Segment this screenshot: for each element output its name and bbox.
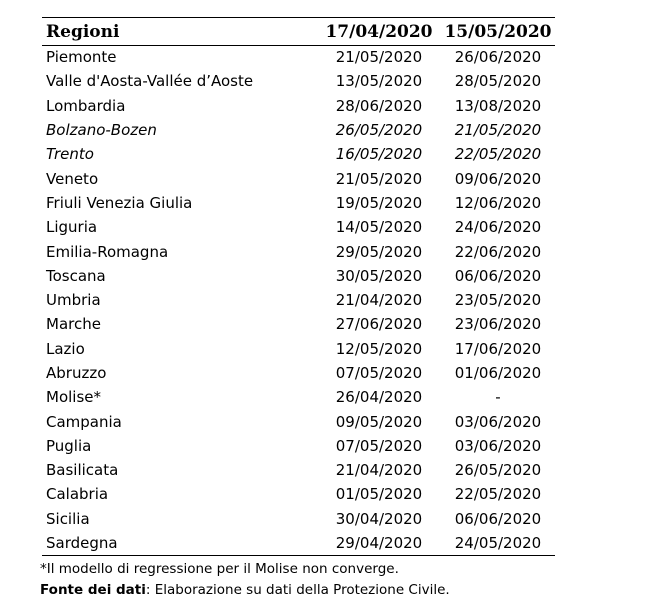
date-2-cell: 21/05/2020: [454, 121, 542, 140]
source-label: Fonte dei dati: [40, 582, 146, 598]
region-cell: Basilicata: [46, 461, 119, 480]
region-cell: Marche: [46, 315, 101, 334]
region-cell: Molise*: [46, 388, 101, 407]
date-2-cell: 26/06/2020: [454, 48, 542, 67]
table-row: [42, 483, 555, 507]
date-2-cell: 03/06/2020: [454, 436, 542, 455]
region-cell: Toscana: [46, 266, 106, 285]
date-1-cell: 21/04/2020: [335, 461, 423, 480]
region-cell: Lombardia: [46, 96, 126, 115]
date-1-cell: 19/05/2020: [335, 193, 423, 212]
table-row: [42, 531, 555, 555]
region-cell: Abruzzo: [46, 364, 107, 382]
region-cell: Valle d'Aosta-Vallée d’Aoste: [46, 72, 254, 91]
region-cell: Veneto: [46, 169, 99, 188]
region-cell: Liguria: [46, 218, 98, 237]
table-row: [42, 337, 555, 361]
table-row: [42, 46, 555, 70]
date-2-cell: 06/06/2020: [454, 266, 542, 285]
region-cell: Friuli Venezia Giulia: [46, 193, 193, 212]
region-cell: Campania: [46, 412, 122, 431]
date-1-cell: 13/05/2020: [335, 72, 423, 91]
region-cell: Umbria: [46, 291, 101, 310]
date-2-cell: 22/05/2020: [454, 145, 542, 164]
date-1-cell: 30/04/2020: [335, 509, 423, 528]
date-2-cell: 12/06/2020: [454, 193, 542, 212]
table-row: [42, 410, 555, 434]
table-row: [42, 118, 555, 142]
date-2-cell: 01/06/2020: [454, 364, 542, 382]
date-1-cell: 16/05/2020: [335, 145, 423, 164]
table-row: [42, 288, 555, 312]
date-2-cell: 22/05/2020: [454, 485, 542, 504]
date-1-cell: 27/06/2020: [335, 315, 423, 334]
date-2-cell: 03/06/2020: [454, 412, 542, 431]
date-2-cell: 26/05/2020: [454, 461, 542, 480]
date-2-cell: 24/05/2020: [441, 531, 555, 555]
date-2-cell: 06/06/2020: [454, 509, 542, 528]
table-row: [42, 143, 555, 167]
table-row: [42, 94, 555, 118]
region-cell: Sardegna: [42, 531, 317, 555]
date-1-cell: 29/04/2020: [317, 531, 441, 555]
table-row: [42, 191, 555, 215]
region-cell: Puglia: [46, 436, 92, 455]
date-2-cell: -: [495, 388, 501, 407]
date-1-cell: 21/05/2020: [335, 169, 423, 188]
table-row: [42, 264, 555, 288]
table-body: [42, 46, 555, 556]
table-row: [42, 459, 555, 483]
table-row: [42, 361, 555, 385]
date-1-cell: 30/05/2020: [335, 266, 423, 285]
date-2-cell: 13/08/2020: [454, 96, 542, 115]
date-2-cell: 09/06/2020: [454, 169, 542, 188]
date-1-cell: 28/06/2020: [335, 96, 423, 115]
date-2-cell: 17/06/2020: [454, 339, 542, 358]
table-row: [42, 434, 555, 458]
region-cell: Lazio: [46, 339, 85, 358]
date-1-cell: 21/04/2020: [335, 291, 423, 310]
date-1-cell: 29/05/2020: [335, 242, 423, 261]
table-row: [42, 313, 555, 337]
date-2-cell: 23/05/2020: [454, 291, 542, 310]
table-row: [42, 240, 555, 264]
date-1-cell: 12/05/2020: [335, 339, 423, 358]
table-row: [42, 216, 555, 240]
date-1-cell: 09/05/2020: [335, 412, 423, 431]
header-region: Regioni: [42, 18, 317, 46]
source-text: : Elaborazione su dati della Protezione Civile.: [145, 582, 450, 598]
header-date-1: 17/04/2020: [317, 18, 441, 46]
date-2-cell: 24/06/2020: [454, 218, 542, 237]
notes: [40, 559, 450, 601]
date-1-cell: 21/05/2020: [335, 48, 423, 67]
regions-table: [42, 17, 555, 556]
region-cell: Calabria: [46, 485, 109, 504]
regions-table-container: [42, 17, 555, 556]
date-1-cell: 26/04/2020: [335, 388, 423, 407]
date-1-cell: 07/05/2020: [335, 364, 423, 382]
date-1-cell: 07/05/2020: [335, 436, 423, 455]
table-row: [42, 70, 555, 94]
region-cell: Trento: [46, 145, 94, 164]
date-2-cell: 23/06/2020: [454, 315, 542, 334]
header-date-2: 15/05/2020: [441, 18, 555, 46]
table-row: [42, 386, 555, 410]
date-1-cell: 01/05/2020: [335, 485, 423, 504]
table-row: [42, 167, 555, 191]
date-1-cell: 14/05/2020: [335, 218, 423, 237]
date-2-cell: 28/05/2020: [454, 72, 542, 91]
region-cell: Sicilia: [46, 509, 90, 528]
region-cell: Bolzano-Bozen: [46, 121, 157, 140]
region-cell: Piemonte: [46, 48, 117, 67]
table-header-row: [42, 18, 555, 46]
table-row: [42, 507, 555, 531]
date-2-cell: 22/06/2020: [454, 242, 542, 261]
source-note: [40, 580, 450, 601]
region-cell: Emilia-Romagna: [46, 242, 169, 261]
date-1-cell: 26/05/2020: [335, 121, 423, 140]
footnote: *Il modello di regressione per il Molise non converge.: [40, 561, 399, 577]
